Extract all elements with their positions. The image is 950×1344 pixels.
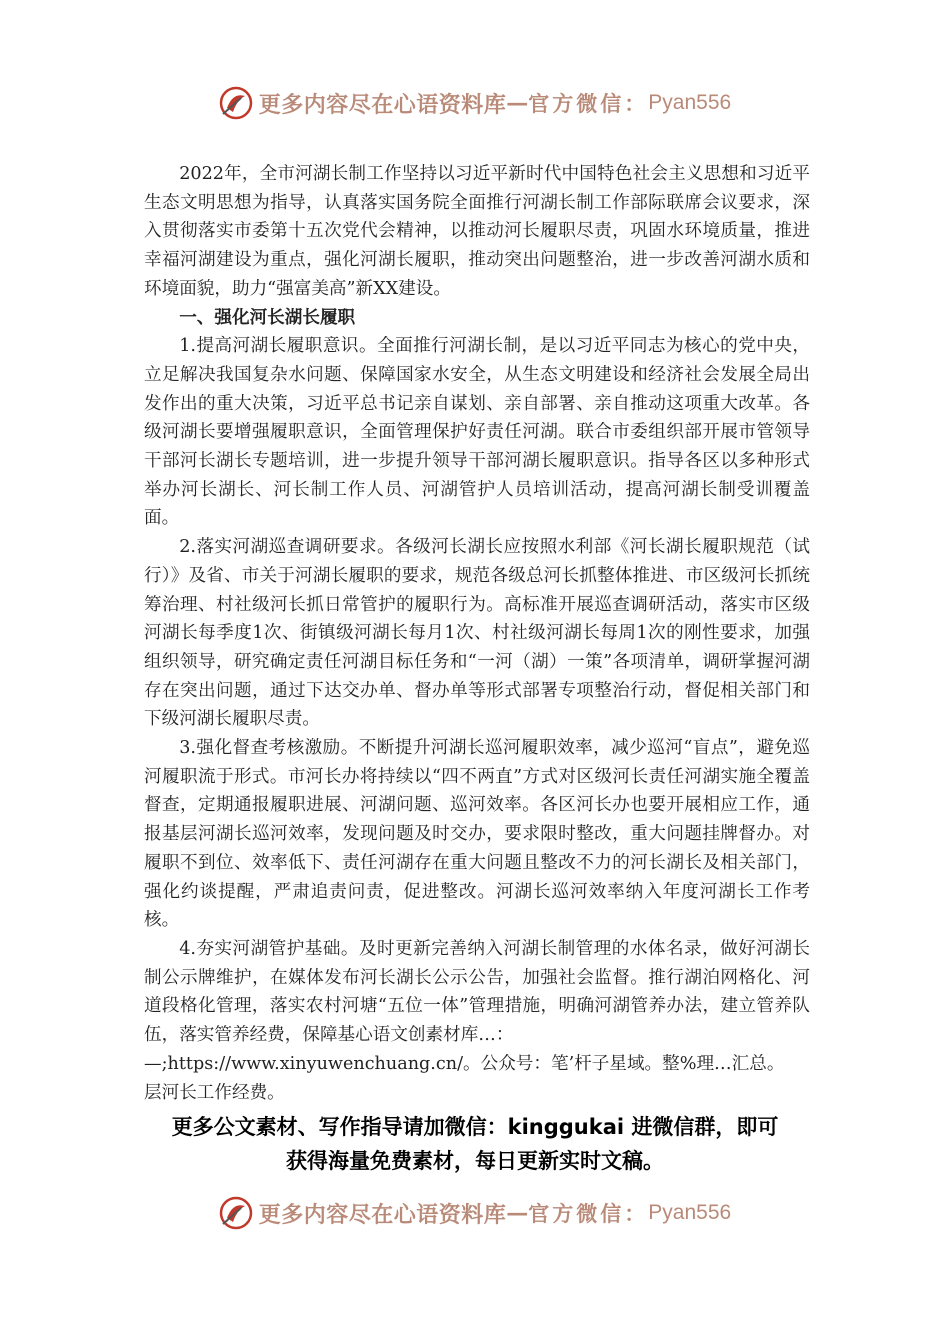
xinyu-logo-icon [219,1196,253,1230]
tail-line: 层河长工作经费。 [144,1082,285,1103]
promo-line-1: 更多公文素材、写作指导请加微信：kinggukai 进微信群，即可 [171,1115,779,1139]
item-paragraph-2: 2.落实河湖巡查调研要求。各级河长湖长应按照水利部《河长湖长履职规范（试行）》及省、市关于河湖长履职的要求，规范各级总河长抓整体推进、市区级河长抓统筹治理、村社级河长抓日常管护的履职行为。高标准开展巡查调研活动，落实市区级河湖长每季度1次、街镇级河湖长每月1次、村社级河湖长每周1次的刚性要求，加强组织领导，研究确定责任河湖目标任务和“一河（湖）一策”各项清单，调研掌握河湖存在突出问题，通过下达交办单、督办单等形式部署专项整治行动，督促相关部门和下级河湖长履职尽责。 [144,537,810,730]
item-paragraph-3: 3.强化督查考核激励。不断提升河湖长巡河履职效率，减少巡河“盲点”，避免巡河履职流于形式。市河长办将持续以“四不两直”方式对区级河长责任河湖实施全覆盖督查，定期通报履职进展、河湖问题、巡河效率。各区河长办也要开展相应工作，通报基层河湖长巡河效率，发现问题及时交办，要求限时整改，重大问题挂牌督办。对履职不到位、效率低下、责任河湖存在重大问题且整改不力的河长湖长及相关部门，强化约谈提醒，严肃追责问责，促进整改。河湖长巡河效率纳入年度河湖长工作考核。 [144,738,810,931]
banner-separator: — [506,90,529,116]
banner-wechat-id: Pyan556 [648,91,732,114]
xinyu-logo-icon [219,86,253,120]
source-link-line: —;https://www.xinyuwenchuang.cn/。公众号：笔’杆子星域。整%理…汇总。 [144,1053,785,1074]
promo-block [0,1110,950,1178]
item-paragraph-1: 1.提高河湖长履职意识。全面推行河湖长制，是以习近平同志为核心的党中央，立足解决我国复杂水问题、保障国家水安全，从生态文明建设和经济社会发展全局出发作出的重大决策，习近平总书记亲自谋划、亲自部署、亲自推动这项重大改革。各级河湖长要增强履职意识，全面管理保护好责任河湖。联合市委组织部开展市管领导干部河长湖长专题培训，进一步提升领导干部河湖长履职意识。指导各区以多种形式举办河长湖长、河长制工作人员、河湖管护人员培训活动，提高河湖长制受训覆盖面。 [144,336,810,529]
promo-line-2: 获得海量免费素材，每日更新实时文稿。 [286,1149,664,1173]
header-banner [0,80,950,126]
footer-banner [0,1190,950,1236]
banner-wechat-label: 官方微信： [528,91,649,116]
banner-title: 更多内容尽在心语资料库 [258,1201,507,1228]
banner-title: 更多内容尽在心语资料库 [258,91,507,118]
intro-paragraph: 2022年，全市河湖长制工作坚持以习近平新时代中国特色社会主义思想和习近平生态文明思想为指导，认真落实国务院全面推行河湖长制工作部际联席会议要求，深入贯彻落实市委第十五次党代会精神，以推动河长履职尽责，巩固水环境质量，推进幸福河湖建设为重点，强化河湖长履职，推动突出问题整治，进一步改善河湖水质和环境面貌，助力“强富美高”新XX建设。 [144,164,810,299]
banner-wechat-label: 官方微信： [528,1201,649,1226]
banner-wechat-id: Pyan556 [648,1201,732,1224]
section-heading: 一、强化河长湖长履职 [179,307,356,328]
document-body [144,160,810,1107]
banner-separator: — [506,1200,529,1226]
item-paragraph-4: 4.夯实河湖管护基础。及时更新完善纳入河湖长制管理的水体名录，做好河湖长制公示牌维护，在媒体发布河长湖长公示公告，加强社会监督。推行湖泊网格化、河道段格化管理，落实农村河塘“五位一体”管理措施，明确河湖管养办法，建立管养队伍，落实管养经费，保障基心语文创素材库…： [144,938,810,1046]
